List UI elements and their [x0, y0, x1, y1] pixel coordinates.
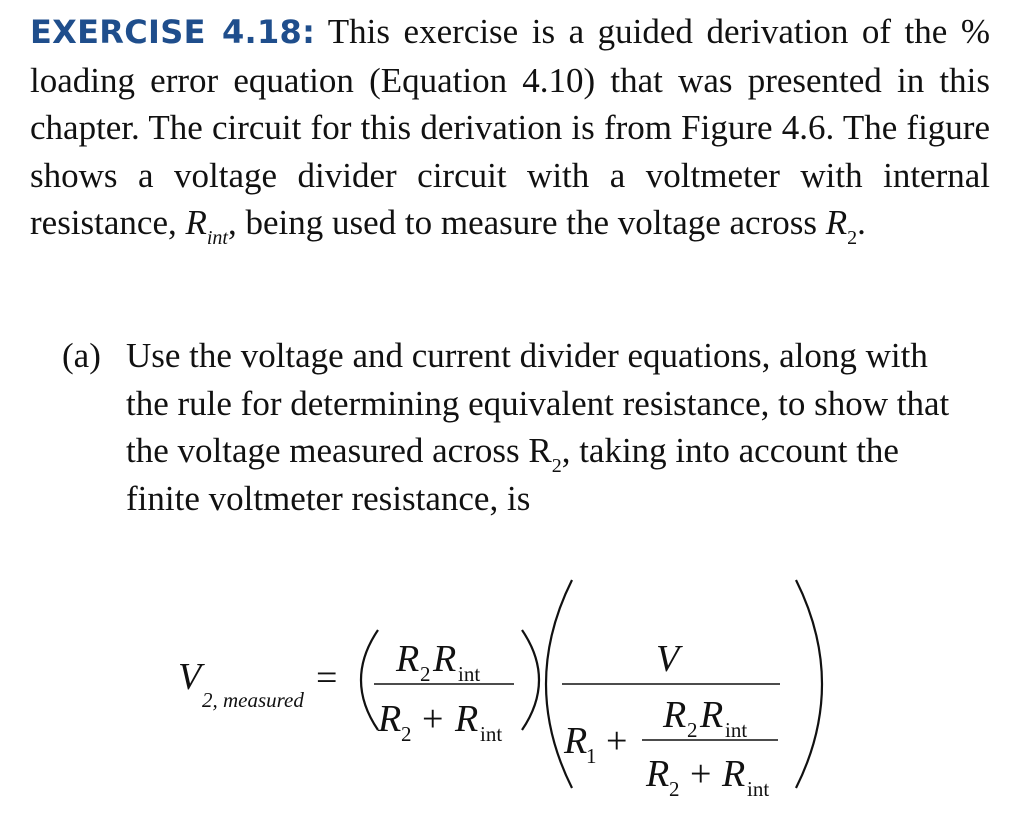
left-den-r2-sub: 2 — [401, 722, 412, 746]
part-a-label: (a) — [62, 336, 101, 375]
left-den-rint-sub: int — [480, 722, 503, 746]
part-a-text-2: , taking into account the finite voltmeter resistance, is — [126, 431, 899, 518]
left-paren-open — [361, 630, 378, 730]
inner-num-r2: R — [663, 694, 687, 736]
left-num-rint: R — [433, 638, 457, 680]
exercise-text-3: . — [857, 203, 866, 242]
left-paren-close — [522, 630, 539, 730]
right-paren-close — [796, 580, 822, 788]
part-a-text — [126, 332, 962, 522]
inner-den-rint-sub: int — [747, 777, 770, 801]
inner-den-plus: + — [690, 753, 712, 795]
part-a-r2-subscript: 2 — [551, 455, 562, 477]
left-num-rint-sub: int — [458, 662, 481, 686]
loading-voltage-equation — [0, 560, 1024, 820]
left-den-rint: R — [455, 698, 479, 740]
rint-subscript: int — [206, 227, 228, 249]
right-den-r1: R — [564, 720, 588, 762]
left-den-r2: R — [378, 698, 402, 740]
eq-equals: = — [316, 657, 338, 699]
r2-subscript: 2 — [847, 227, 858, 249]
inner-num-r2-sub: 2 — [687, 718, 698, 742]
part-a — [62, 332, 962, 522]
rint-symbol: $R_{int}$ — [185, 203, 228, 249]
exercise-heading: EXERCISE 4.18 — [30, 13, 303, 51]
right-den-r1-sub: 1 — [586, 744, 597, 768]
eq-lhs-v: V — [178, 656, 202, 698]
exercise-paragraph — [30, 8, 990, 247]
left-den-plus: + — [422, 698, 444, 740]
equation-svg — [0, 560, 1024, 820]
exercise-text-1: This exercise is a guided derivation of the % loading error equation (Equation 4.10) that was presented in this chapter. The circuit for this derivation is from Figure 4.6. The figure shows a voltage divider circuit with a voltmeter with internal resistance, — [30, 12, 990, 242]
eq-lhs-subscript: 2, measured — [202, 688, 304, 712]
exercise-text-2: , being used to measure the voltage across — [228, 203, 826, 242]
inner-num-rint: R — [700, 694, 724, 736]
right-num-v: V — [656, 638, 680, 680]
inner-den-r2-sub: 2 — [669, 777, 680, 801]
inner-den-r2: R — [646, 753, 670, 795]
part-a-text-1: Use the voltage and current divider equations, along with the rule for determining equivalent resistance, to show that the voltage measured across R — [126, 336, 950, 470]
inner-num-rint-sub: int — [725, 718, 748, 742]
right-den-plus: + — [606, 720, 628, 762]
inner-den-rint: R — [722, 753, 746, 795]
left-num-r2-sub: 2 — [420, 662, 431, 686]
r2-symbol: $R_2$ — [825, 203, 858, 249]
exercise-heading-colon: : — [302, 13, 315, 51]
left-num-r2: R — [396, 638, 420, 680]
